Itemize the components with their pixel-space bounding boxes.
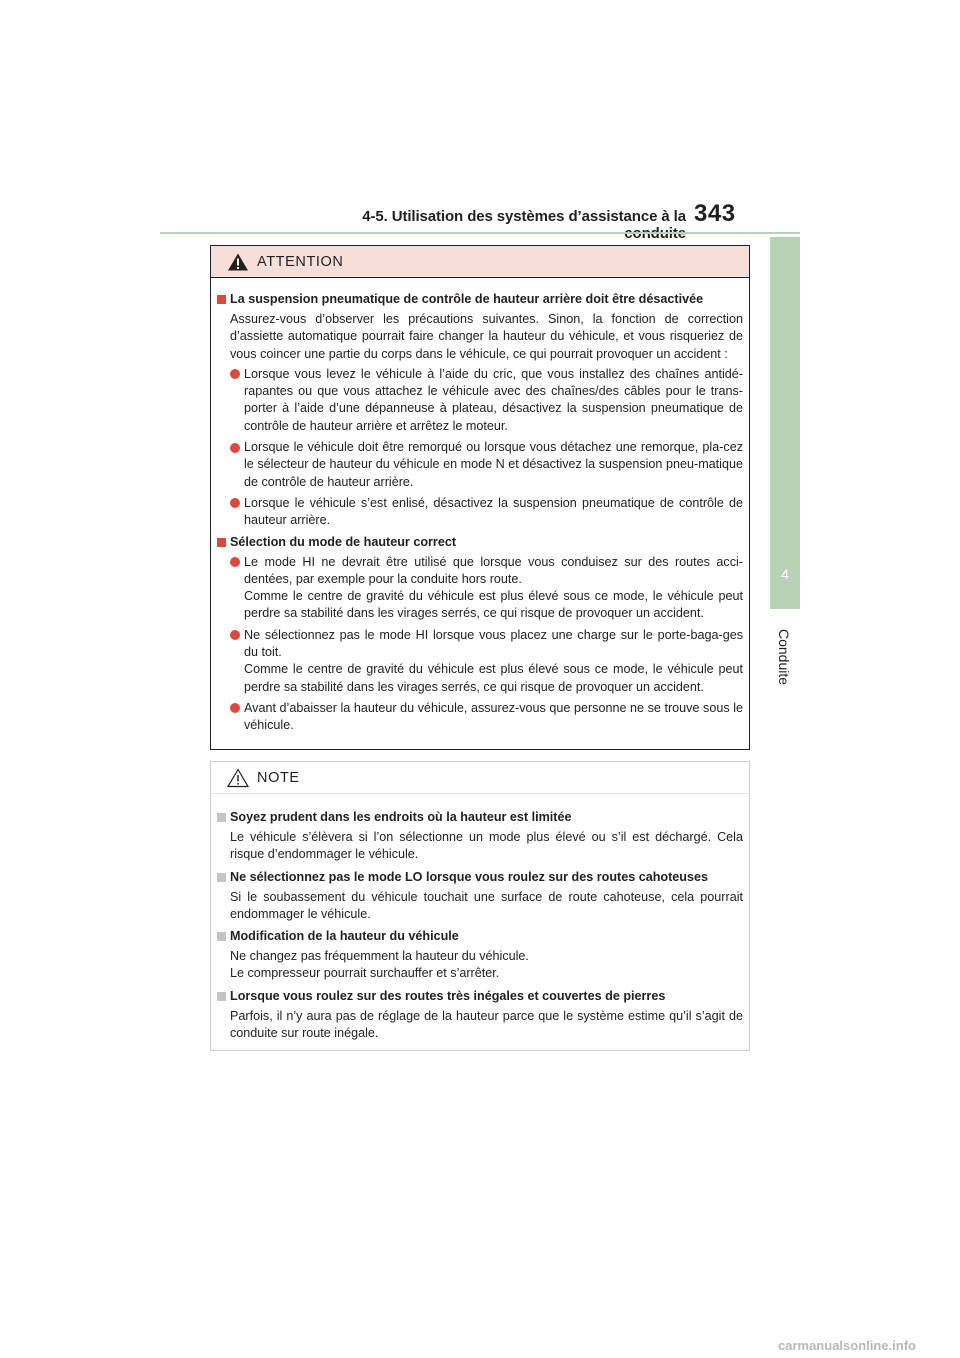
section-paragraph [217, 829, 743, 864]
attention-section-heading [217, 291, 743, 308]
attention-title: ATTENTION [257, 253, 344, 270]
paragraph-line: Le compresseur pourrait surchauffer et s’arrêter. [230, 966, 500, 981]
paragraph-line: Parfois, il n’y aura pas de réglage de la hauteur parce que le système estime qu’il s’agit de conduite sur route inégale. [230, 1008, 743, 1041]
heading-text: Ne sélectionnez pas le mode LO lorsque vous roulez sur des routes cahoteuses [230, 869, 709, 884]
note-section-heading [217, 988, 743, 1005]
bullet-line: Lorsque le véhicule s’est enlisé, désactivez la suspension pneumatique de contrôle de hauteur arrière. [244, 495, 743, 528]
red-dot-bullet-icon [230, 557, 240, 567]
paragraph-line: Ne changez pas fréquemment la hauteur du véhicule. [230, 949, 529, 964]
chapter-side-tab [770, 237, 800, 609]
bullet-text [244, 439, 743, 491]
header-rule [160, 232, 800, 234]
bullet-text [244, 554, 743, 623]
watermark: carmanualsonline.info [778, 1338, 916, 1353]
note-title: NOTE [257, 769, 300, 786]
bullet-line: Comme le centre de gravité du véhicule est plus élevé sous ce mode, le véhicule peut perdre sa stabilité dans les virages serrés, ce qui risque de provoquer un accident. [244, 589, 743, 621]
page-number: 343 [694, 200, 736, 227]
warning-triangle-icon [227, 252, 249, 272]
bullet-item [217, 627, 743, 696]
note-section-heading [217, 928, 743, 945]
attention-header [211, 246, 749, 278]
section-paragraph [217, 889, 743, 924]
red-dot-bullet-icon [230, 443, 240, 453]
heading-text: La suspension pneumatique de contrôle de hauteur arrière doit être désactivée [230, 292, 704, 306]
bullet-text [244, 627, 743, 696]
bullet-line: Le mode HI ne devrait être utilisé que lorsque vous conduisez sur des routes acci-dentées, par exemple pour la conduite hors route. [244, 554, 743, 586]
red-dot-bullet-icon [230, 630, 240, 640]
bullet-text [244, 700, 743, 735]
note-body [211, 794, 749, 1042]
paragraph-line: Si le soubassement du véhicule touchait une surface de route cahoteuse, cela pourrait endommager le véhicule. [230, 889, 743, 921]
attention-body [211, 278, 749, 735]
bullet-line: Avant d’abaisser la hauteur du véhicule, assurez-vous que personne ne se trouve sous le véhicule. [244, 700, 743, 733]
bullet-item [217, 554, 743, 623]
bullet-line: Comme le centre de gravité du véhicule est plus élevé sous ce mode, le véhicule peut perdre sa stabilité dans les virages serrés, ce qui risque de provoquer un accident. [244, 662, 743, 694]
heading-text: Lorsque vous roulez sur des routes très inégales et couvertes de pierres [230, 988, 666, 1003]
gray-square-bullet-icon [217, 813, 226, 822]
heading-text: Soyez prudent dans les endroits où la hauteur est limitée [230, 810, 572, 824]
note-section-heading [217, 869, 743, 886]
attention-section-heading [217, 534, 743, 551]
section-paragraph [217, 948, 743, 983]
red-dot-bullet-icon [230, 498, 240, 508]
bullet-item [217, 700, 743, 735]
heading-text: Sélection du mode de hauteur correct [230, 534, 457, 549]
paragraph-line: Le véhicule s’élèvera si l’on sélectionne un mode plus élevé ou s’il est déchargé. Cela risque d’endommager le véhicule. [230, 830, 743, 862]
gray-square-bullet-icon [217, 873, 226, 882]
note-section-heading [217, 809, 743, 826]
heading-text: Modification de la hauteur du véhicule [230, 929, 459, 944]
red-square-bullet-icon [217, 295, 226, 304]
attention-box [210, 245, 750, 750]
chapter-number: 4 [781, 566, 789, 582]
header-title: 4-5. Utilisation des systèmes d’assistance à la [362, 208, 686, 225]
red-dot-bullet-icon [230, 369, 240, 379]
bullet-item [217, 439, 743, 491]
gray-square-bullet-icon [217, 932, 226, 941]
red-dot-bullet-icon [230, 703, 240, 713]
bullet-text [244, 495, 743, 530]
bullet-line: Lorsque vous levez le véhicule à l’aide du cric, que vous installez des chaînes antidé-rapantes ou que vous attachez le véhicule avec des chaînes/des câbles pour le trans-porter à l’aide d’une dépanneuse à plateau, désactivez la suspension pneumatique de contrôle de hauteur arrière et arrêtez le moteur. [244, 366, 743, 433]
bullet-item [217, 366, 743, 435]
note-header [211, 762, 749, 794]
bullet-text [244, 366, 743, 435]
red-square-bullet-icon [217, 538, 226, 547]
section-paragraph [217, 1008, 743, 1043]
bullet-line: Ne sélectionnez pas le mode HI lorsque vous placez une charge sur le porte-baga-ges du toit. [244, 627, 743, 660]
section-paragraph: Assurez-vous d’observer les précautions suivantes. Sinon, la fonction de correction d’assiette automatique pourrait faire changer la hauteur du véhicule, et vous risqueriez de vous coincer une partie du corps dans le véhicule, ce qui pourrait provoquer un accident : [230, 312, 743, 361]
caution-triangle-icon [227, 768, 249, 788]
gray-square-bullet-icon [217, 992, 226, 1001]
bullet-item [217, 495, 743, 530]
note-box [210, 761, 750, 1051]
bullet-line: Lorsque le véhicule doit être remorqué ou lorsque vous détachez une remorque, pla-cez le sélecteur de hauteur du véhicule en mode N et désactivez la suspension pneu-matique de contrôle de hauteur arrière. [244, 440, 743, 489]
chapter-label: Conduite [776, 628, 792, 686]
